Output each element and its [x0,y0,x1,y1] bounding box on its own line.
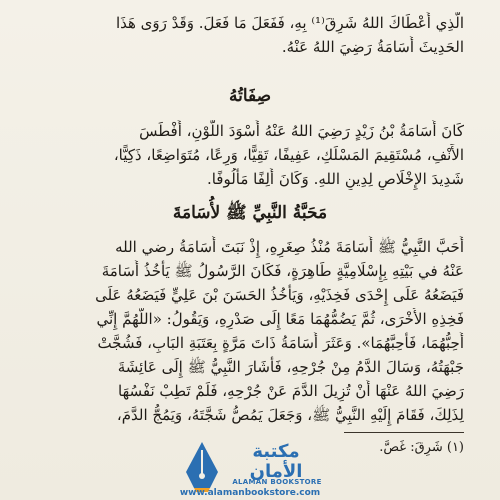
paragraph-line: فَيَضَعُهُ عَلَى إِحْدَى فَخِذَيْهِ، وَيَأْخُذُ الحَسَنَ بْنَ عَلِيٍّ فَيَضَعُهُ عَلَى [95,286,464,304]
footnote: (١) شَرِقَ: غَصَّ. [379,440,464,455]
paragraph-line: عَنْهُ في بَيْتِهِ بِإِسْلَامِيَّةٍ طَاهِرَةٍ، فَكَانَ الرَّسُولُ ﷺ يَأْخُذُ أُسَامَةَ [101,262,464,280]
paragraph-line: رَضِيَ اللهُ عَنْهَا أَنْ تُزِيلَ الدَّمَ عَنْ جُرْحِهِ، فَلَمْ تَطِبْ نَفْسُهَا [118,382,464,400]
pen-nib-icon [180,440,224,492]
section-title-attributes: صِفَاتُهُ [228,86,272,106]
paragraph-line: كَانَ أُسَامَةُ بْنُ زَيْدٍ رَضِيَ اللهُ عَنْهُ أَسْوَدَ اللَّوْنِ، أَفْطَسَ [139,122,464,140]
paragraph-line: الأَنْفِ، مُسْتَقِيمَ المَسْلَكِ، عَفِيفًا، تَقِيًّا، وَرِعًا، مُتَوَاضِعًا، ذَكِيًّا، [113,146,464,164]
footnote-divider [344,432,464,433]
paragraph-line: لِذَلِكَ، فَقَامَ إِلَيْهِ النَّبِيُّ ﷺ، وَجَعَلَ يَمُصُّ شَجَّتَهُ، وَيَمُجُّ الدَّمَ، [116,406,464,424]
paragraph-line: جَبْهَتُهُ، وَسَالَ الدَّمُ مِنْ جُرْحِهِ، فَأَشَارَ النَّبِيُّ ﷺ إِلَى عَائِشَةَ [117,358,464,376]
paragraph-line: شَدِيدَ الإِخْلَاصِ لِدِينِ اللهِ. وَكَانَ أَلِفًا مَأْلُوفًا. [206,170,464,188]
logo-arabic-name: مكتبة الأمان [249,441,303,482]
logo-english-name: ALAMAN BOOKSTORE [232,478,322,486]
bookstore-url: www.alamanbookstore.com [179,488,321,498]
paragraph-line: الَّذِي أَعْطَاكَ اللهُ شَرِقَ⁽¹⁾ بِهِ، فَفَعَلَ مَا فَعَلَ. وَقَدْ رَوَى هَذَا [115,14,464,32]
section-title-prophet-love: مَحَبَّةُ النَّبِيِّ ﷺ لأُسَامَةَ [172,203,328,223]
paragraph-line: فَخِذِهِ الأُخْرَى، ثُمَّ يَضُمُّهُمَا مَعًا إِلَى صَدْرِهِ، وَيَقُولُ: «اللَّهُمَّ إِنِّي [96,310,464,328]
paragraph-line: أَحَبَّ النَّبِيُّ ﷺ أُسَامَةَ مُنْذُ صِغَرِهِ، إِذْ نَبَتَ أُسَامَةُ رضي الله [115,238,464,256]
paragraph-line: الحَدِيثَ أُسَامَةُ رَضِيَ اللهُ عَنْهُ. [281,38,464,56]
paragraph-line: أُحِبُّهُمَا، فَأَحِبَّهُمَا». وَعَثَرَ أُسَامَةُ ذَاتَ مَرَّةٍ بِعَتَبَةِ البَابِ، فَشُجَّتْ [97,334,464,352]
